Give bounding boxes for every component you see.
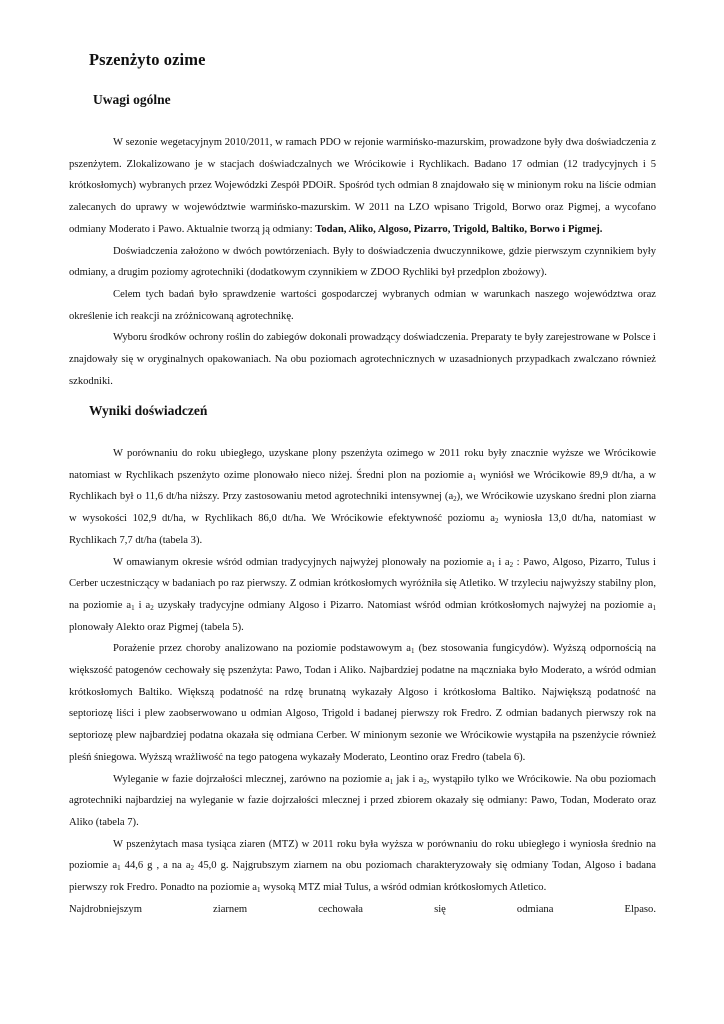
section-general-body — [69, 132, 656, 392]
section-heading-results: Wyniki doświadczeń — [89, 403, 208, 418]
section-heading-general: Uwagi ogólne — [93, 92, 171, 107]
section-results-body — [69, 443, 656, 920]
paragraph: W sezonie wegetacyjnym 2010/2011, w ramach PDO w rejonie warmińsko-mazurskim, prowadzone były dwa doświadczenia z pszenżytem. Zlokalizowano je w stacjach doświadczalnych we Wrócikowie i Rychlikach. Badano 17 odmian (12 tradycyjnych i 5 krótkosłomych) wybranych przez Wojewódzki Zespół PDOiR. Spośród tych odmian 8 znajdowało się w minionym roku na liście odmian zalecanych do uprawy w województwie warmińsko-mazurskim. W 2011 na LZO wpisano Trigold, Borwo oraz Pigmej, a wycofano odmiany Moderato i Pawo. Aktualnie tworzą ją odmiany: Todan, Aliko, Algoso, Pizarro, Trigold, Baltiko, Borwo i Pigmej. — [69, 137, 656, 235]
page-title: Pszenżyto ozime — [89, 50, 206, 69]
paragraph-last-line: Najdrobniejszym ziarnem cechowała się odmiana Elpaso. — [69, 903, 656, 915]
paragraph: Doświadczenia założono w dwóch powtórzeniach. Były to doświadczenia dwuczynnikowe, gdzie pierwszym czynnikiem były odmiany, a drugim poziomy agrotechniki (dodatkowym czynnikiem w ZDOO Rychliki był przedplon zbożowy). — [69, 245, 656, 279]
paragraph: W porównaniu do roku ubiegłego, uzyskane plony pszenżyta ozimego w 2011 roku były znacznie wyższe we Wrócikowie natomiast w Rychlikach pszenżyto ozime plonowało nieco niżej. Średni plon na poziomie $a_1$ wyniósł we Wrócikowie 89,9 dt/ha, a w Rychlikach był o 11,6 dt/ha niższy. Przy zastosowaniu metod agrotechniki intensywnej $(a_2)$, we Wrócikowie uzyskano średni plon ziarna w wysokości 102,9 dt/ha, w Rychlikach 86,0 dt/ha. We Wrócikowie efektywność poziomu $a_2$ wyniosła 13,0 dt/ha, natomiast w Rychlikach 7,7 dt/ha (tabela 3). — [69, 448, 656, 546]
paragraph: Porażenie przez choroby analizowano na poziomie podstawowym $a_1$ (bez stosowania fungicydów). Wyższą odpornością na większość patogenów cechowały się pszenżyta: Pawo, Todan i Aliko. Najbardziej podatne na mączniaka było Moderato, a wśród odmian krótkosłomych Baltiko. Większą podatność na rdzę brunatną wykazały Algoso i krótkosłoma Baltiko. Największą podatność na septoriozę liści i plew zaobserwowano u odmian Algoso, Trigold i badanej pierwszy rok Fredro. Z odmian badanych pierwszy rok na septoriozę plew najbardziej podatna okazała się odmiana Cerber. W minionym sezonie we Wrócikowie wystąpiła na pszenżycie również pleśń śniegowa. Wyższą wrażliwość na tego patogena wykazały Moderato, Leontino oraz Fredro (tabela 6). — [69, 643, 657, 763]
paragraph: Celem tych badań było sprawdzenie wartości gospodarczej wybranych odmian w warunkach naszego województwa oraz określenie ich reakcji na zróżnicowaną agrotechnikę. — [69, 288, 656, 322]
recommended-varieties: Todan, Aliko, Algoso, Pizarro, Trigold, Baltiko, Borwo i Pigmej. — [315, 223, 603, 235]
paragraph: W omawianym okresie wśród odmian tradycyjnych najwyżej plonowały na poziomie $a_1$ i $a_2$ : Pawo, Algoso, Pizarro, Tulus i Cerber uczestniczący w badaniach po raz pierwszy. Z odmian krótkosłomych wyróżniła się Atletiko. W trzyleciu najwyższy stabilny plon, na poziomie $a_1$ i $a_2$ uzyskały tradycyjne odmiany Algoso i Pizarro. Natomiast wśród odmian krótkosłomych najwyżej na poziomie $a_1$ plonowały Alekto oraz Pigmej (tabela 5). — [69, 556, 656, 633]
paragraph: Wyleganie w fazie dojrzałości mlecznej, zarówno na poziomie $a_1$ jak i $a_2$, wystąpiło tylko we Wrócikowie. Na obu poziomach agrotechniki najbardziej na wyleganie w fazie dojrzałości mlecznej i przed zbiorem okazały się odmiany: Pawo, Todan, Moderato oraz Aliko (tabela 7). — [69, 773, 656, 828]
paragraph: Wyboru środków ochrony roślin do zabiegów dokonali prowadzący doświadczenia. Preparaty te były zarejestrowane w Polsce i znajdowały się w oryginalnych opakowaniach. Na obu poziomach agrotechnicznych w uzasadnionych przypadkach zwalczano również szkodniki. — [69, 332, 656, 387]
paragraph: W pszenżytach masa tysiąca ziaren (MTZ) w 2011 roku była wyższa w porównaniu do roku ubiegłego i wyniosła średnio na poziomie $a_1$ 44,6 g , a na $a_2$ 45,0 g. Najgrubszym ziarnem na obu poziomach charakteryzowały się odmiany Todan, Algoso i badana pierwszy rok Fredro. Ponadto na poziomie $a_1$ wysoką MTZ miał Tulus, a wśród odmian krótkosłomych Atletico. — [69, 838, 656, 895]
